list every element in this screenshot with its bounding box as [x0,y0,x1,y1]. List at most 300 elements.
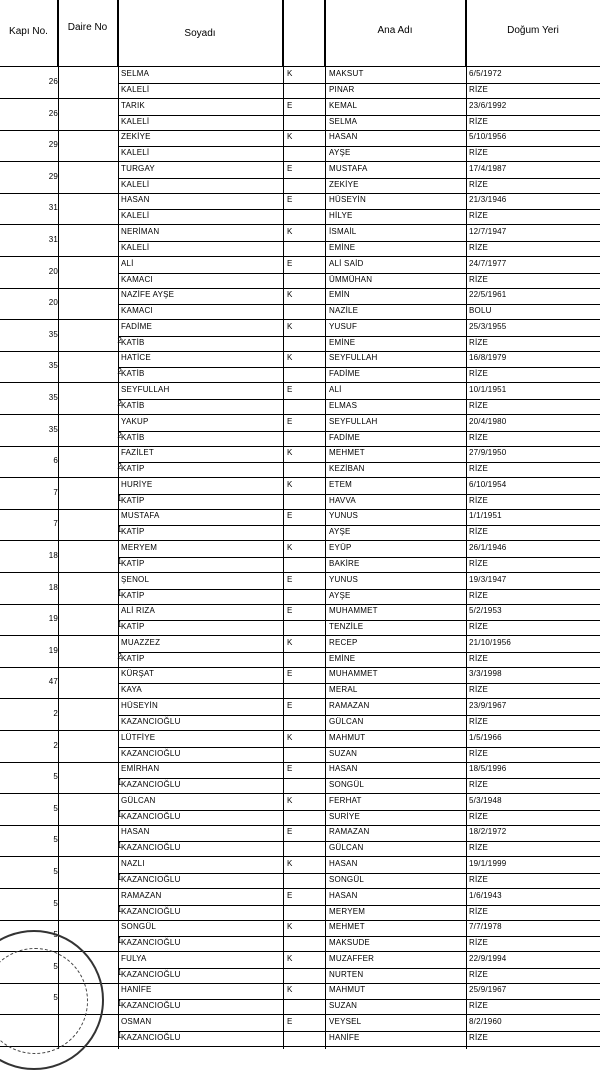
surname: KATİP [121,495,145,505]
birth-date: 18/2/1972 [469,827,507,837]
table-row [0,193,600,225]
daire-no: 2 [117,430,122,440]
birth-date: 12/7/1947 [469,227,507,236]
first-name: EMİRHAN [121,764,160,774]
birth-place: RİZE [469,179,489,189]
table-row [0,604,600,636]
birth-place: RİZE [469,369,489,379]
surname: KAZANCIOĞLU [121,1033,181,1042]
table-row [0,225,600,257]
mother-name: SUZAN [329,748,358,758]
surname: KALELİ [121,116,150,126]
row-inner-rule [118,178,600,179]
daire-no: 1 [117,967,122,977]
row-inner-rule [118,968,600,969]
first-name: FAZİLET [121,448,154,458]
first-name: SEYFULLAH [121,385,170,394]
mother-name: MERYEM [329,906,366,916]
father-name: VEYSEL [329,1017,362,1026]
mother-name: HİLYE [329,211,353,221]
mother-name: ZEKİYE [329,179,359,189]
table-row [0,667,600,699]
row-inner-rule [118,494,600,495]
birth-place: RİZE [469,811,489,821]
birth-place: RİZE [469,717,489,726]
row-inner-rule [118,778,600,779]
mother-name: MERAL [329,685,358,695]
birth-date: 17/4/1987 [469,163,507,173]
birth-date: 7/7/1978 [469,922,502,932]
daire-no: 1 [117,557,122,566]
gender: K [287,953,293,963]
birth-place: RİZE [469,748,489,758]
birth-place: RİZE [469,685,489,695]
gender: K [287,543,293,552]
gender: E [287,701,293,710]
birth-place: RİZE [469,337,489,347]
mother-name: MAKSUDE [329,938,370,948]
birth-date: 5/10/1956 [469,132,507,142]
birth-date: 27/9/1950 [469,448,507,458]
first-name: FULYA [121,953,147,963]
birth-place: RİZE [469,401,489,410]
first-name: NERİMAN [121,227,160,236]
kapi-no: 5 [53,898,58,908]
daire-no: 2 [117,367,122,377]
first-name: MUAZZEZ [121,637,161,647]
father-name: MEHMET [329,922,365,932]
row-inner-rule [118,715,600,716]
birth-date: 5/2/1953 [469,606,502,616]
birth-place: RİZE [469,906,489,916]
birth-date: 10/1/1951 [469,385,507,394]
father-name: EMİN [329,290,350,300]
table-row [0,573,600,605]
birth-date: 16/8/1979 [469,353,507,363]
table-row [0,383,600,415]
daire-no: 2 [117,462,122,472]
surname: KALELİ [121,148,150,158]
daire-no: 1 [117,620,122,630]
gender: E [287,764,293,774]
birth-date: 1/5/1966 [469,732,502,742]
birth-place: RİZE [469,1033,489,1042]
gender: K [287,479,293,489]
first-name: ZEKİYE [121,132,151,142]
birth-place: RİZE [469,527,489,537]
father-name: HÜSEYİN [329,195,366,205]
first-name: ALİ RIZA [121,606,156,616]
surname: KAMACI [121,306,153,316]
header-kapi-no [0,0,58,66]
birth-date: 5/3/1948 [469,795,502,805]
table-row [0,509,600,541]
birth-place: RİZE [469,243,489,252]
father-name: MUHAMMET [329,606,378,616]
surname: KATİB [121,337,145,347]
father-name: RAMAZAN [329,701,370,710]
table-row [0,130,600,162]
daire-no: 1 [117,904,122,914]
header-kapi-no-label: Kapı No. [9,26,48,37]
kapi-no: 5 [53,803,58,813]
surname: KAYA [121,685,142,695]
mother-name: FADİME [329,369,360,379]
surname: KATİB [121,432,145,442]
row-inner-rule [118,336,600,337]
mother-name: KEZİBAN [329,464,365,474]
first-name: TARIK [121,100,145,110]
kapi-no: 7 [53,487,58,497]
birth-date: 3/3/1998 [469,669,502,679]
surname: KALELİ [121,179,150,189]
row-inner-rule [118,525,600,526]
kapi-no: 19 [48,645,58,655]
first-name: RAMAZAN [121,890,162,900]
birth-date: 25/9/1967 [469,985,507,995]
kapi-no: 5 [53,867,58,876]
mother-name: SUZAN [329,1001,358,1011]
birth-place: RİZE [469,590,489,600]
father-name: KEMAL [329,100,358,110]
row-inner-rule [118,936,600,937]
gender: E [287,511,293,521]
daire-no: 1 [117,493,122,503]
gender: E [287,1017,293,1026]
gender: E [287,385,293,394]
row-inner-rule [118,209,600,210]
row-inner-rule [118,399,600,400]
gender: E [287,606,293,616]
birth-place: RİZE [469,969,489,979]
first-name: SELMA [121,69,150,78]
header-soyadi-label: Soyadı [184,28,216,39]
kapi-no: 35 [48,329,58,339]
first-name: OSMAN [121,1017,152,1026]
gender: E [287,574,293,584]
kapi-no: 5 [53,930,58,940]
mother-name: EMİNE [329,243,356,252]
first-name: MERYEM [121,543,158,552]
first-name: ALİ [121,258,134,268]
mother-name: SELMA [329,116,358,126]
first-name: YAKUP [121,416,149,426]
birth-date: 19/3/1947 [469,574,507,584]
header-daire-no [58,0,118,66]
first-name: FADİME [121,321,152,331]
table-row [0,699,600,731]
birth-place: RİZE [469,274,489,284]
kapi-no: 47 [48,677,58,687]
kapi-no: 5 [53,961,58,971]
birth-place: RİZE [469,875,489,884]
surname: KALELİ [121,85,150,94]
row-inner-rule [118,431,600,432]
gender: K [287,290,293,300]
table-row [0,415,600,447]
first-name: MUSTAFA [121,511,160,521]
kapi-no: 35 [48,424,58,434]
row-inner-rule [118,589,600,590]
kapi-no: 2 [53,740,58,750]
surname: KAZANCIOĞLU [121,843,181,853]
first-name: NAZLI [121,859,145,868]
row-inner-rule [118,462,600,463]
daire-no: 1 [117,588,122,598]
birth-date: 8/2/1960 [469,1017,502,1026]
table-row [0,889,600,921]
father-name: MUHAMMET [329,669,378,679]
gender: K [287,985,293,995]
first-name: HASAN [121,827,150,837]
birth-place: RİZE [469,780,489,790]
gender: K [287,795,293,805]
kapi-no: 5 [53,993,58,1003]
surname: KATİP [121,622,145,632]
mother-name: EMİNE [329,337,356,347]
gender: K [287,69,293,78]
father-name: YUNUS [329,574,359,584]
mother-name: SURİYE [329,811,360,821]
kapi-no: 6 [53,456,58,466]
kapi-no: 5 [53,772,58,782]
table-row [0,351,600,383]
first-name: SONGÜL [121,922,156,932]
surname: KAZANCIOĞLU [121,780,181,790]
birth-date: 21/10/1956 [469,637,512,647]
birth-date: 18/5/1996 [469,764,507,774]
kapi-no: 7 [53,519,58,529]
gender: K [287,637,293,647]
surname: KATİP [121,590,145,600]
gender: E [287,890,293,900]
table-row [0,636,600,668]
header-cinsiyet [283,0,325,66]
gender: E [287,827,293,837]
surname: KATİP [121,559,145,568]
mother-name: SONGÜL [329,780,364,790]
gender: E [287,163,293,173]
first-name: HANİFE [121,985,152,995]
table-row [0,794,600,826]
birth-place: RİZE [469,211,489,221]
kapi-no: 31 [48,203,58,213]
surname: KATİP [121,464,145,474]
surname: KALELİ [121,243,150,252]
father-name: MAHMUT [329,732,366,742]
row-inner-rule [118,683,600,684]
surname: KAZANCIOĞLU [121,906,181,916]
row-inner-rule [118,999,600,1000]
daire-no: 1 [117,1031,122,1040]
father-name: ALİ [329,385,342,394]
birth-place: BOLU [469,306,492,316]
mother-name: NAZİLE [329,306,359,316]
surname: KAZANCIOĞLU [121,811,181,821]
table-row [0,99,600,131]
kapi-no: 26 [48,108,58,118]
birth-date: 6/10/1954 [469,479,507,489]
row-inner-rule [118,241,600,242]
surname: KAZANCIOĞLU [121,875,181,884]
birth-place: RİZE [469,148,489,158]
gender: K [287,227,293,236]
surname: KAZANCIOĞLU [121,1001,181,1011]
table-row [0,478,600,510]
table-row [0,320,600,352]
kapi-no: 2 [53,709,58,718]
row-inner-rule [118,747,600,748]
mother-name: EMİNE [329,653,356,663]
mother-name: PINAR [329,85,355,94]
table-row [0,67,600,99]
row-inner-rule [118,905,600,906]
table-row [0,541,600,573]
birth-place: RİZE [469,85,489,94]
birth-place: RİZE [469,116,489,126]
surname: KATİB [121,401,145,410]
row-inner-rule [118,367,600,368]
mother-name: NURTEN [329,969,364,979]
father-name: ETEM [329,479,353,489]
daire-no: 1 [117,809,122,819]
first-name: GÜLCAN [121,795,156,805]
father-name: YUNUS [329,511,359,521]
mother-name: ÜMMÜHAN [329,274,373,284]
surname: KALELİ [121,211,150,221]
header-soyadi [118,0,283,66]
father-name: İSMAİL [329,227,357,236]
row-inner-rule [118,83,600,84]
daire-no: 1 [117,525,122,535]
daire-no: 1 [117,999,122,1009]
father-name: FERHAT [329,795,362,805]
father-name: HASAN [329,132,358,142]
father-name: MUSTAFA [329,163,368,173]
surname: KAZANCIOĞLU [121,938,181,948]
birth-place: RİZE [469,938,489,948]
daire-no: 1 [117,841,122,851]
first-name: ŞENOL [121,574,150,584]
table-row [0,257,600,289]
birth-date: 25/3/1955 [469,321,507,331]
gender: E [287,258,293,268]
father-name: MEHMET [329,448,365,458]
father-name: HASAN [329,764,358,774]
birth-date: 22/9/1994 [469,953,507,963]
birth-date: 19/1/1999 [469,859,507,868]
gender: K [287,448,293,458]
kapi-no: 18 [48,582,58,592]
father-name: ALİ SAİD [329,258,364,268]
daire-no: 1 [117,778,122,788]
father-name: EYÜP [329,543,352,552]
father-name: SEYFULLAH [329,416,378,426]
row-bottom-rule [0,1046,600,1047]
gender: K [287,732,293,742]
row-inner-rule [118,841,600,842]
birth-date: 22/5/1961 [469,290,507,300]
birth-place: RİZE [469,653,489,663]
header-ana-adi [325,0,466,66]
mother-name: HANİFE [329,1033,360,1042]
birth-place: RİZE [469,1001,489,1011]
mother-name: BAKİRE [329,559,360,568]
row-inner-rule [118,652,600,653]
mother-name: GÜLCAN [329,843,364,853]
mother-name: AYŞE [329,527,351,537]
birth-place: RİZE [469,622,489,632]
kapi-no: 35 [48,361,58,371]
surname: KAZANCIOĞLU [121,748,181,758]
father-name: RECEP [329,637,358,647]
kapi-no: 5 [53,835,58,845]
first-name: HURİYE [121,479,153,489]
gender: K [287,132,293,142]
kapi-no: 20 [48,266,58,276]
table-row [0,825,600,857]
birth-place: RİZE [469,495,489,505]
surname: KATİB [121,369,145,379]
surname: KAZANCIOĞLU [121,717,181,726]
row-inner-rule [118,873,600,874]
row-inner-rule [118,115,600,116]
gender: E [287,195,293,205]
father-name: HASAN [329,859,358,868]
gender: K [287,321,293,331]
row-inner-rule [118,620,600,621]
father-name: MAKSUT [329,69,364,78]
table-row [0,731,600,763]
mother-name: ELMAS [329,401,358,410]
daire-no: 1 [117,936,122,946]
mother-name: TENZİLE [329,622,364,632]
birth-date: 6/5/1972 [469,69,502,78]
gender: E [287,100,293,110]
table-row [0,762,600,794]
daire-no: 2 [117,335,122,345]
birth-place: RİZE [469,464,489,474]
table-row [0,857,600,889]
first-name: LÜTFİYE [121,732,156,742]
gender: K [287,353,293,363]
surname: KAMACI [121,274,153,284]
birth-date: 21/3/1946 [469,195,507,205]
kapi-no: 29 [48,171,58,181]
birth-date: 20/4/1980 [469,416,507,426]
father-name: YUSUF [329,321,358,331]
daire-no: 2 [117,399,122,408]
gender: E [287,669,293,679]
father-name: MAHMUT [329,985,366,995]
birth-date: 1/6/1943 [469,890,502,900]
gender: K [287,859,293,868]
header-dogum-yeri [466,0,600,66]
header-daire-no-label: Daire No [67,22,108,33]
first-name: HATİCE [121,353,151,363]
table-row [0,446,600,478]
mother-name: GÜLCAN [329,717,364,726]
row-inner-rule [118,810,600,811]
birth-place: RİZE [469,843,489,853]
surname: KAZANCIOĞLU [121,969,181,979]
first-name: HÜSEYİN [121,701,158,710]
kapi-no: 19 [48,614,58,624]
row-inner-rule [118,557,600,558]
mother-name: HAVVA [329,495,356,505]
kapi-no: 20 [48,298,58,308]
kapi-no: 18 [48,551,58,560]
